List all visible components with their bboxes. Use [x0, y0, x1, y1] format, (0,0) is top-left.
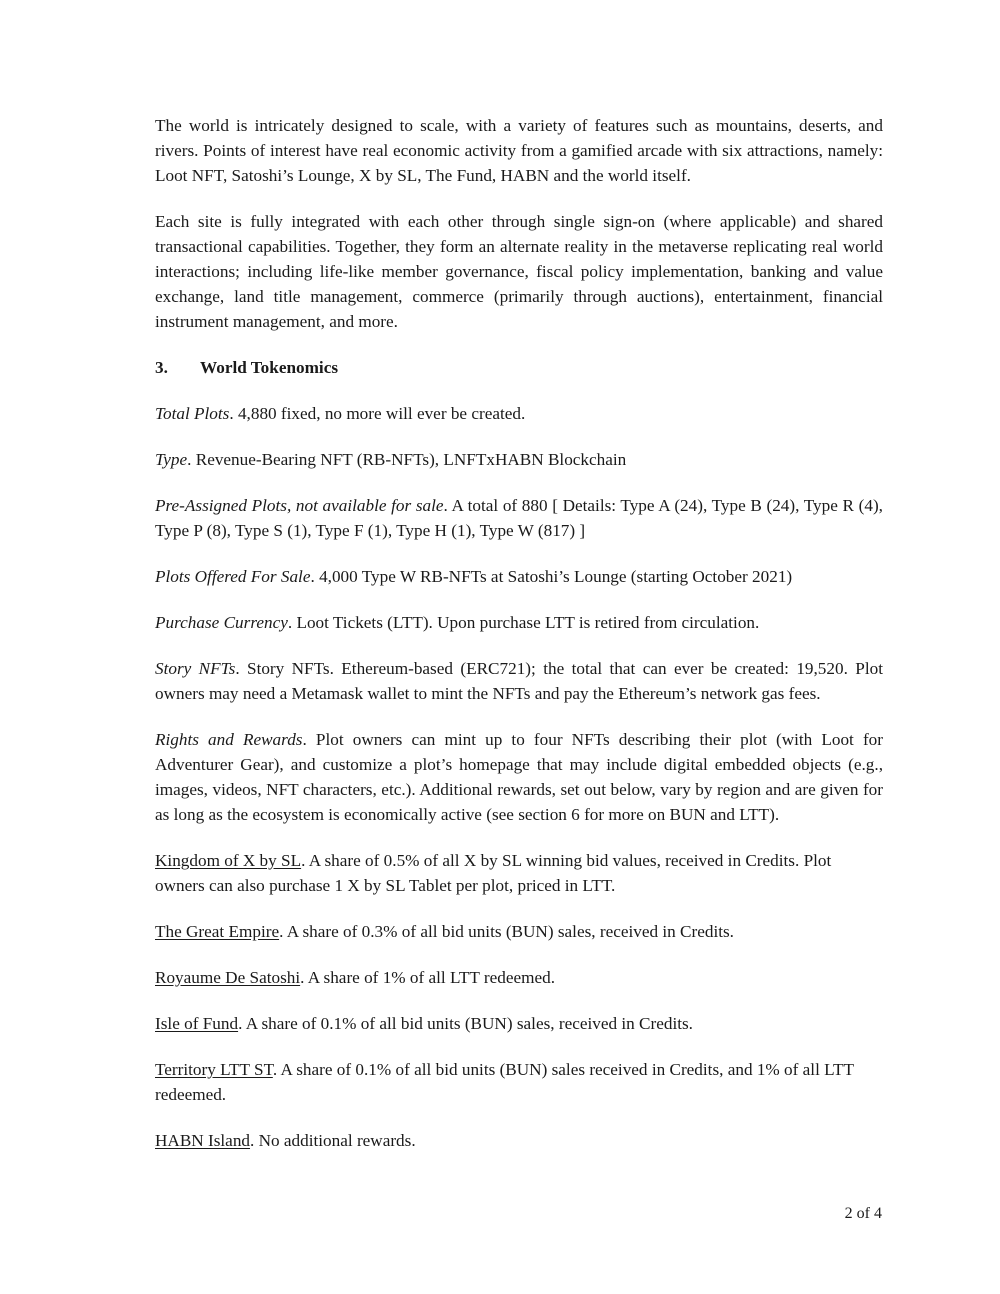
- region-text: . A share of 0.1% of all bid units (BUN) sales, received in Credits.: [238, 1014, 693, 1033]
- region-name: The Great Empire: [155, 922, 280, 941]
- item-label: Pre-Assigned Plots, not available for sale: [155, 496, 444, 515]
- page-number: 2 of 4: [844, 1205, 882, 1222]
- section-title: World Tokenomics: [200, 358, 339, 377]
- region-great-empire: [155, 919, 883, 944]
- region-text: . A share of 0.5% of all X by SL winning bid values, received in Credits. Plot owners can also purchase 1 X by SL Tablet per plot, priced in LTT.: [155, 851, 832, 895]
- item-text: . 4,880 fixed, no more will ever be created.: [229, 404, 526, 423]
- region-text: . A share of 1% of all LTT redeemed.: [300, 968, 555, 987]
- region-name: Isle of Fund: [155, 1014, 239, 1033]
- region-text: . A share of 0.3% of all bid units (BUN) sales, received in Credits.: [279, 922, 734, 941]
- region-name: Royaume De Satoshi: [155, 968, 301, 987]
- section-heading: [155, 355, 883, 380]
- region-royaume-de-satoshi: [155, 965, 883, 990]
- intro-paragraph-2: Each site is fully integrated with each other through single sign-on (where applicable) and shared transactional capabilities. Together, they form an alternate reality in the metaverse replicating real world interactions; including life-like member governance, fiscal policy implementation, banking and value exchange, land title management, commerce (primarily through auctions), entertainment, financial instrument management, and more.: [155, 212, 883, 331]
- item-label: Purchase Currency: [155, 613, 288, 632]
- item-plots-offered: [155, 564, 883, 589]
- region-name: HABN Island: [155, 1131, 251, 1150]
- region-isle-of-fund: [155, 1011, 883, 1036]
- item-label: Plots Offered For Sale: [155, 567, 311, 586]
- document-page: [155, 113, 883, 1174]
- item-label: Story NFTs: [155, 659, 236, 678]
- item-purchase-currency: [155, 610, 883, 635]
- item-text: . A total of 880 [ Details: Type A (24), Type B (24), Type R (4), Type P (8), Type S (1), Type F (1), Type H (1), Type W (817) ]: [155, 496, 883, 540]
- item-pre-assigned-plots: [155, 493, 883, 543]
- item-text: . Revenue-Bearing NFT (RB-NFTs), LNFTxHABN Blockchain: [187, 450, 627, 469]
- item-label: Type: [155, 450, 188, 469]
- item-type: [155, 447, 883, 472]
- item-label: Rights and Rewards: [155, 730, 303, 749]
- item-label: Total Plots: [155, 404, 230, 423]
- item-total-plots: [155, 401, 883, 426]
- region-habn-island: [155, 1128, 883, 1153]
- item-rights-rewards: [155, 727, 883, 827]
- item-text: . Plot owners can mint up to four NFTs describing their plot (with Loot for Adventurer Gear), and customize a plot’s homepage that may include digital embedded objects (e.g., images, videos, NFT characters, etc.). Additional rewards, set out below, vary by region and are given for as long as the ecosystem is economically active (see section 6 for more on BUN and LTT).: [155, 730, 883, 824]
- section-number: 3.: [155, 358, 168, 377]
- item-text: . Loot Tickets (LTT). Upon purchase LTT is retired from circulation.: [287, 613, 760, 632]
- region-name: Territory LTT ST: [155, 1060, 273, 1079]
- item-text: . Story NFTs. Ethereum-based (ERC721); the total that can ever be created: 19,520. Plot owners may need a Metamask wallet to mint the NFTs and pay the Ethereum’s network gas fees.: [155, 659, 883, 703]
- region-name: Kingdom of X by SL: [155, 851, 302, 870]
- region-territory-ltt-st: [155, 1057, 883, 1107]
- item-text: . 4,000 Type W RB-NFTs at Satoshi’s Lounge (starting October 2021): [310, 567, 793, 586]
- region-text: . No additional rewards.: [250, 1131, 416, 1150]
- region-kingdom-x-by-sl: [155, 848, 883, 898]
- intro-paragraph-1: The world is intricately designed to scale, with a variety of features such as mountains, deserts, and rivers. Points of interest have real economic activity from a gamified arcade with six attractions, namely: Loot NFT, Satoshi’s Lounge, X by SL, The Fund, HABN and the world itself.: [155, 116, 883, 185]
- item-story-nfts: [155, 656, 883, 706]
- region-text: . A share of 0.1% of all bid units (BUN) sales received in Credits, and 1% of all LTT redeemed.: [155, 1060, 854, 1104]
